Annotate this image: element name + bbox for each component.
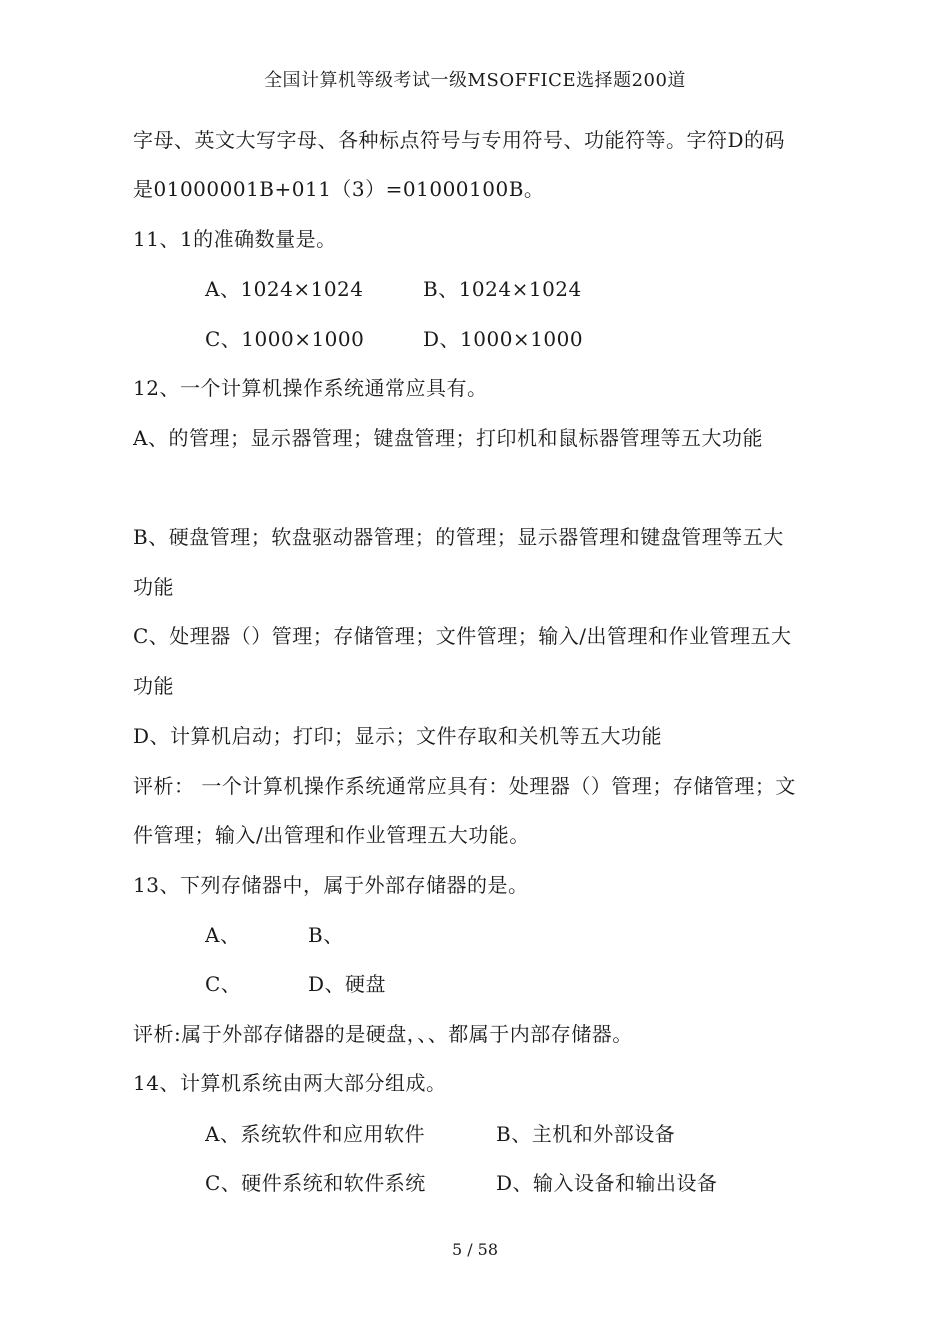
q12-option-b-line-1: B、硬盘管理；软盘驱动器管理；的管理；显示器管理和键盘管理等五大	[133, 525, 784, 549]
q11-option-a: A、1024×1024	[205, 277, 364, 301]
question-14: 14、计算机系统由两大部分组成。	[133, 1071, 447, 1095]
q14-option-d: D、输入设备和输出设备	[496, 1171, 718, 1195]
page-header: 全国计算机等级考试一级MSOFFICE选择题200道	[264, 70, 686, 91]
intro-line-1: 字母、英文大写字母、各种标点符号与专用符号、功能符等。字符D的码	[133, 128, 786, 152]
q13-option-d: D、硬盘	[308, 972, 387, 996]
q12-analysis-line-2: 件管理；输入/出管理和作业管理五大功能。	[133, 823, 530, 847]
q14-option-b: B、主机和外部设备	[496, 1122, 676, 1146]
page-number: 5 / 58	[451, 1240, 499, 1259]
question-13: 13、下列存储器中，属于外部存储器的是。	[133, 873, 529, 897]
q13-analysis: 评析:属于外部存储器的是硬盘，、、都属于内部存储器。	[133, 1022, 633, 1046]
q12-option-d: D、计算机启动；打印；显示；文件存取和关机等五大功能	[133, 724, 663, 748]
q11-option-d: D、1000×1000	[423, 327, 584, 351]
q12-option-c-line-1: C、处理器（）管理；存储管理；文件管理；输入/出管理和作业管理五大	[133, 624, 792, 648]
q12-analysis-line-1: 评析： 一个计算机操作系统通常应具有：处理器（）管理；存储管理；文	[133, 774, 796, 798]
q13-option-c: C、	[205, 972, 242, 996]
question-11: 11、1的准确数量是。	[133, 227, 337, 251]
q11-option-c: C、1000×1000	[205, 327, 365, 351]
q14-option-a: A、系统软件和应用软件	[205, 1122, 425, 1146]
q12-option-b-line-2: 功能	[133, 575, 174, 599]
q14-option-c: C、硬件系统和软件系统	[205, 1171, 426, 1195]
q11-option-b: B、1024×1024	[423, 277, 582, 301]
q12-option-a: A、的管理；显示器管理；键盘管理；打印机和鼠标器管理等五大功能	[133, 426, 763, 450]
q12-option-c-line-2: 功能	[133, 674, 174, 698]
intro-line-2: 是01000001B+011（3）=01000100B。	[133, 177, 545, 201]
q13-option-b: B、	[308, 923, 344, 947]
question-12: 12、一个计算机操作系统通常应具有。	[133, 376, 488, 400]
q13-option-a: A、	[205, 923, 241, 947]
